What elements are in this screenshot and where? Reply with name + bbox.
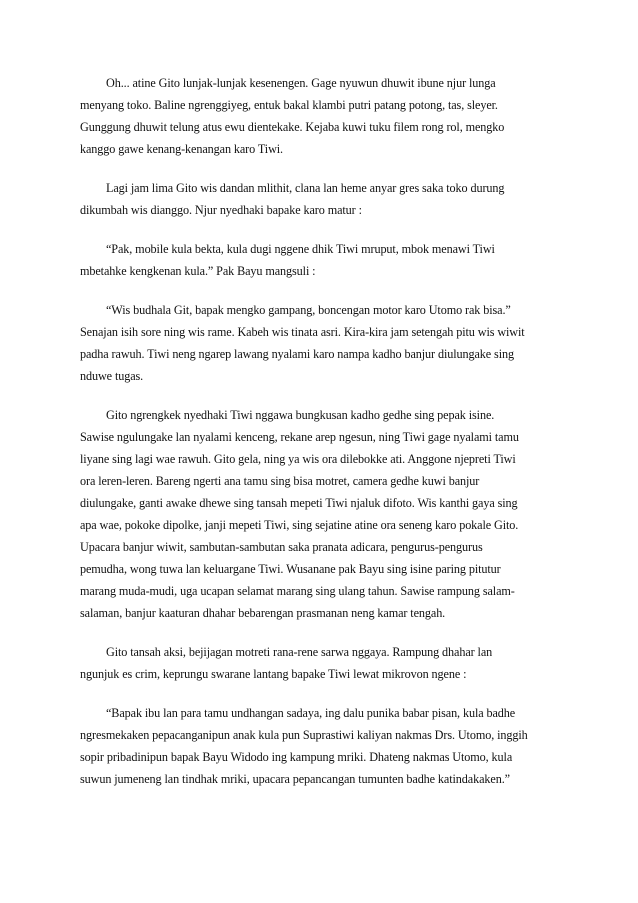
text-line: Gunggung dhuwit telung atus ewu dientekake. Kejaba kuwi tuku filem rong rol, mengko bbox=[80, 120, 505, 134]
text-line: menyang toko. Baline ngrenggiyeg, entuk bakal klambi putri patang potong, tas, sleyer. bbox=[80, 98, 498, 112]
text-line: Sawise ngulungake lan nyalami kenceng, rekane arep ngesun, ning Tiwi gage nyalami tamu bbox=[80, 430, 519, 444]
text-line: kanggo gawe kenang-kenangan karo Tiwi. bbox=[80, 142, 284, 156]
paragraph bbox=[80, 177, 580, 221]
document-body bbox=[80, 72, 580, 807]
text-line: dikumbah wis dianggo. Njur nyedhaki bapake karo matur : bbox=[80, 203, 362, 217]
text-line: “Wis budhala Git, bapak mengko gampang, boncengan motor karo Utomo rak bisa.” bbox=[106, 303, 511, 317]
text-line: Senajan isih sore ning wis rame. Kabeh wis tinata asri. Kira-kira jam setengah pitu wis wiwit bbox=[80, 325, 525, 339]
paragraph bbox=[80, 72, 580, 160]
text-line: ngunjuk es crim, keprungu swarane lantang bapake Tiwi lewat mikrovon ngene : bbox=[80, 667, 467, 681]
text-line: Upacara banjur wiwit, sambutan-sambutan saka pranata adicara, pengurus-pengurus bbox=[80, 540, 483, 554]
text-line: Gito tansah aksi, bejijagan motreti rana-rene sarwa nggaya. Rampung dhahar lan bbox=[106, 645, 493, 659]
text-line: mbetahke kengkenan kula.” Pak Bayu mangsuli : bbox=[80, 264, 316, 278]
paragraph bbox=[80, 702, 580, 790]
text-line: Oh... atine Gito lunjak-lunjak kesenengen. Gage nyuwun dhuwit ibune njur lunga bbox=[106, 76, 496, 90]
text-line: marang muda-mudi, uga ucapan selamat marang sing ulang tahun. Sawise rampung salam- bbox=[80, 584, 515, 598]
text-line: sopir pribadinipun bapak Bayu Widodo ing kampung mriki. Dhateng nakmas Utomo, kula bbox=[80, 750, 513, 764]
text-line: nduwe tugas. bbox=[80, 369, 144, 383]
text-line: pemudha, wong tuwa lan keluargane Tiwi. Wusanane pak Bayu sing isine paring pitutur bbox=[80, 562, 501, 576]
text-line: liyane sing lagi wae rawuh. Gito gela, ning ya wis ora dilebokke ati. Anggone njepreti Tiwi bbox=[80, 452, 516, 466]
text-line: ora leren-leren. Bareng ngerti ana tamu sing bisa motret, camera gedhe kuwi banjur bbox=[80, 474, 480, 488]
text-line: Lagi jam lima Gito wis dandan mlithit, clana lan heme anyar gres saka toko durung bbox=[106, 181, 505, 195]
text-line: “Bapak ibu lan para tamu undhangan sadaya, ing dalu punika babar pisan, kula badhe bbox=[106, 706, 516, 720]
paragraph bbox=[80, 404, 580, 624]
text-line: suwun jumeneng lan tindhak mriki, upacara pepancangan tumunten badhe katindakaken.” bbox=[80, 772, 510, 786]
paragraph bbox=[80, 238, 580, 282]
text-line: “Pak, mobile kula bekta, kula dugi nggene dhik Tiwi mruput, mbok menawi Tiwi bbox=[106, 242, 495, 256]
text-line: diulungake, ganti awake dhewe sing tansah mepeti Tiwi njaluk difoto. Wis kanthi gaya sing bbox=[80, 496, 518, 510]
text-line: padha rawuh. Tiwi neng ngarep lawang nyalami karo nampa kadho banjur diulungake sing bbox=[80, 347, 514, 361]
text-line: apa wae, pokoke dipolke, janji mepeti Tiwi, sing sejatine atine ora seneng karo pokale Gito. bbox=[80, 518, 519, 532]
paragraph bbox=[80, 641, 580, 685]
text-line: salaman, banjur kaaturan dhahar bebarengan prasmanan neng kamar tengah. bbox=[80, 606, 446, 620]
text-line: Gito ngrengkek nyedhaki Tiwi nggawa bungkusan kadho gedhe sing pepak isine. bbox=[106, 408, 495, 422]
text-line: ngresmekaken pepacanganipun anak kula pun Suprastiwi kaliyan nakmas Drs. Utomo, inggih bbox=[80, 728, 528, 742]
paragraph bbox=[80, 299, 580, 387]
